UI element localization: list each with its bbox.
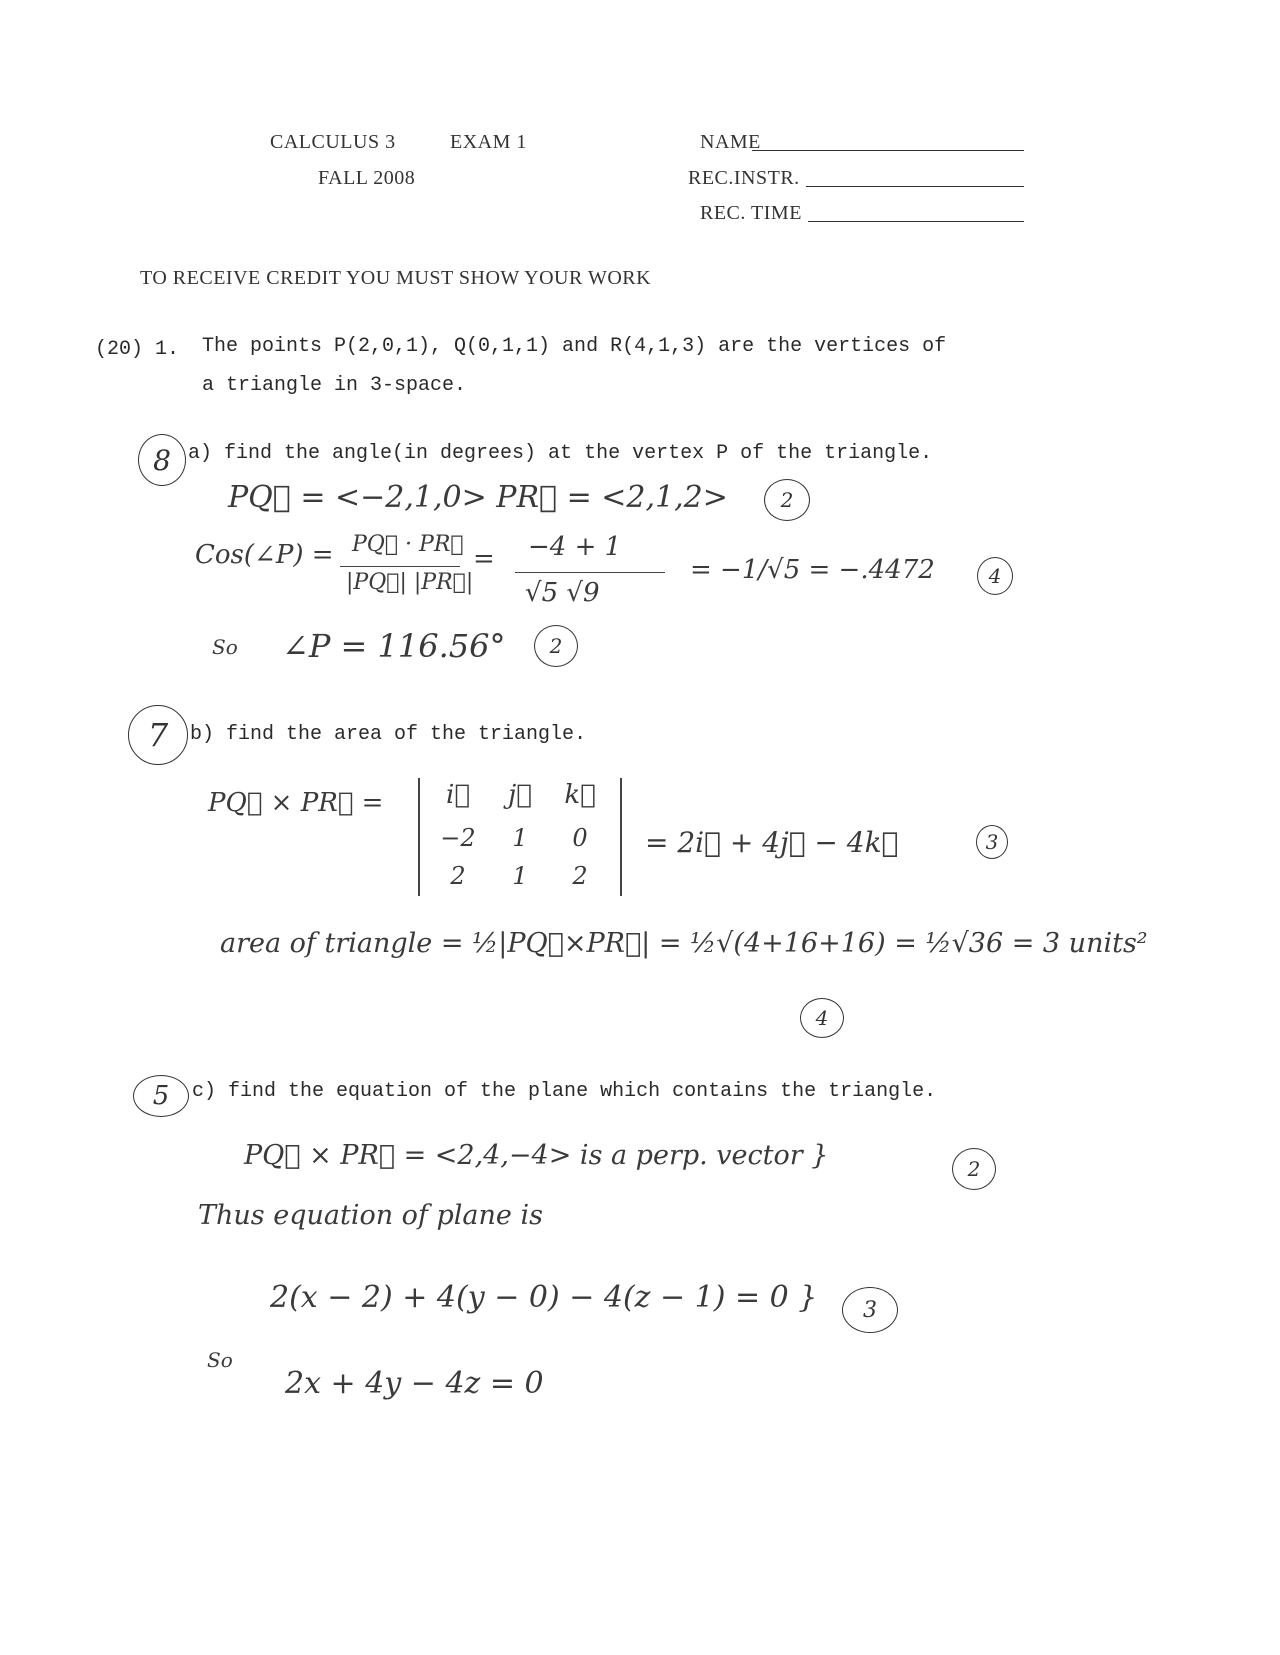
matrix-cell: j⃗ [508, 780, 532, 810]
eq-denominator: √5 √9 [525, 578, 600, 608]
normal-line: PQ⃗ × PR⃗ = <2,4,−4> is a perp. vector } [244, 1140, 829, 1171]
mark-vectors: 2 [764, 479, 810, 521]
cos-numerator: PQ⃗ · PR⃗ [352, 532, 464, 557]
matrix-cell: −2 [440, 824, 476, 852]
cross-lhs: PQ⃗ × PR⃗ = [208, 788, 384, 818]
instructor-line [806, 186, 1024, 187]
problem-statement-line1: The points P(2,0,1), Q(0,1,1) and R(4,1,3) are the vertices of [202, 335, 947, 358]
mark-plane: 3 [842, 1287, 898, 1333]
cross-result: = 2i⃗ + 4j⃗ − 4k⃗ [645, 826, 899, 859]
course-title: CALCULUS 3 [270, 131, 396, 153]
eq-fraction-bar [515, 572, 665, 573]
plane-equation-2: 2x + 4y − 4z = 0 [285, 1366, 544, 1401]
exam-title: EXAM 1 [450, 131, 527, 153]
thus-line: Thus equation of plane is [198, 1200, 543, 1231]
so-label: So [207, 1348, 233, 1372]
score-part-c: 5 [133, 1075, 189, 1117]
matrix-cell: 0 [572, 824, 588, 852]
matrix-cell: 1 [512, 824, 528, 852]
angle-result: ∠P = 116.56° [282, 627, 506, 665]
matrix-cell: 2 [450, 862, 466, 890]
eq-numerator: −4 + 1 [528, 532, 622, 562]
name-line [752, 150, 1024, 151]
matrix-cell: 1 [512, 862, 528, 890]
cos-value: = −1/√5 = −.4472 [690, 555, 935, 585]
time-line [808, 221, 1024, 222]
cos-fraction-bar [340, 566, 460, 567]
mark-normal: 2 [952, 1148, 996, 1190]
part-a-prompt: a) find the angle(in degrees) at the vertex P of the triangle. [188, 442, 933, 465]
problem-statement-line2: a triangle in 3-space. [202, 374, 467, 397]
matrix-cell: i⃗ [446, 780, 470, 810]
matrix-cell: 2 [572, 862, 588, 890]
area-line: area of triangle = ½|PQ⃗×PR⃗| = ½√(4+16+16) = ½√36 = 3 units² [220, 928, 1148, 959]
cos-lhs: Cos(∠P) = [195, 540, 334, 570]
mark-angle: 2 [534, 625, 578, 667]
score-part-b: 7 [128, 705, 188, 765]
part-b-prompt: b) find the area of the triangle. [190, 723, 587, 746]
plane-equation-1: 2(x − 2) + 4(y − 0) − 4(z − 1) = 0 } [270, 1280, 818, 1315]
matrix-cell: k⃗ [564, 780, 596, 810]
time-label: REC. TIME [700, 202, 802, 224]
equals-sign: = [473, 544, 495, 574]
mark-area: 4 [800, 998, 844, 1038]
score-part-a: 8 [138, 434, 186, 486]
part-c-prompt: c) find the equation of the plane which contains the triangle. [192, 1080, 937, 1103]
name-label: NAME [700, 131, 761, 153]
problem-points: (20) 1. [95, 338, 180, 361]
cos-denominator: |PQ⃗| |PR⃗| [346, 570, 474, 595]
mark-cos: 4 [977, 557, 1013, 595]
part-a-vectors: PQ⃗ = <−2,1,0> PR⃗ = <2,1,2> [228, 480, 728, 515]
angle-prefix: So [212, 635, 238, 659]
instructions: TO RECEIVE CREDIT YOU MUST SHOW YOUR WORK [140, 267, 652, 289]
mark-cross: 3 [976, 825, 1008, 859]
cross-matrix [418, 778, 622, 896]
instructor-label: REC.INSTR. [688, 167, 800, 189]
term: FALL 2008 [318, 167, 416, 189]
